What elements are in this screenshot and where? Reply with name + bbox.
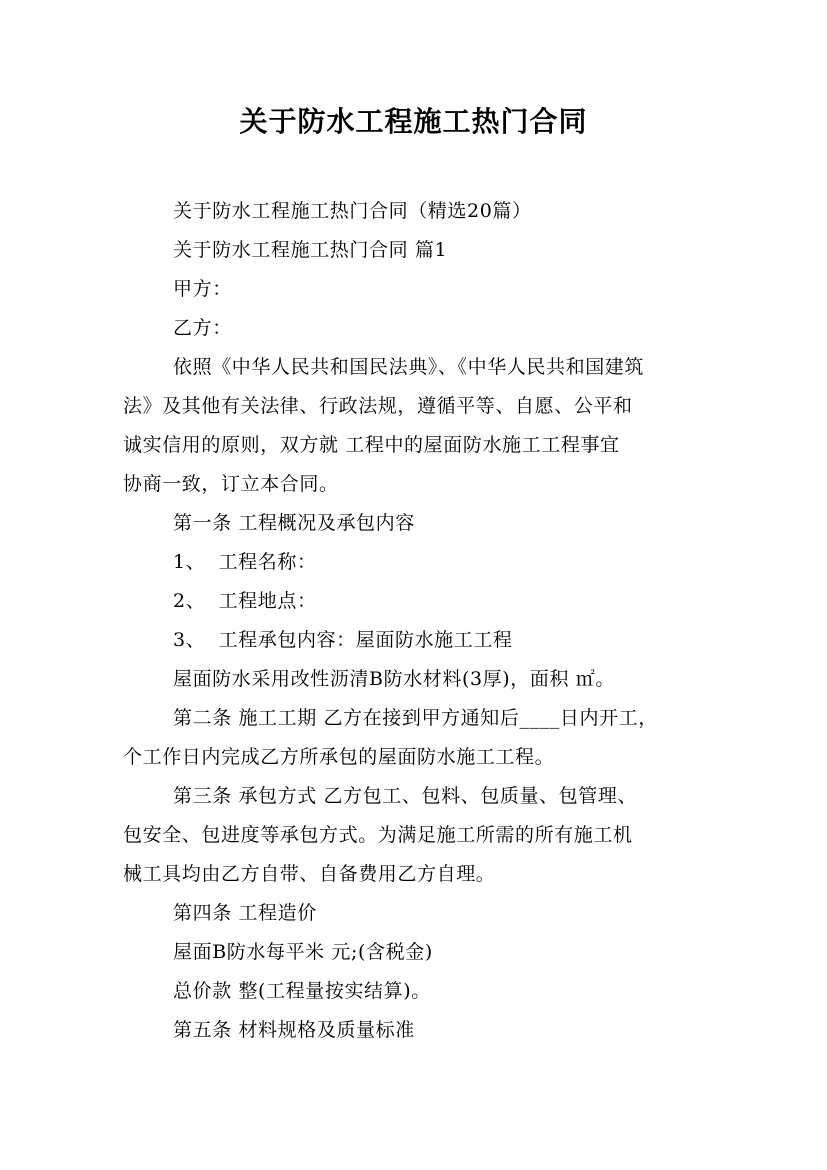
paragraph-line: 法》及其他有关法律、行政法规，遵循平等、自愿、公平和 <box>123 395 633 417</box>
paragraph-line: 3、 工程承包内容：屋面防水施工工程 <box>173 629 513 651</box>
paragraph-line: 总价款 整(工程量按实结算)。 <box>173 980 431 1002</box>
paragraph-line: 甲方： <box>173 278 232 300</box>
document-body <box>123 192 708 1050</box>
paragraph-line: 屋面防水采用改性沥清B防水材料(3厚)，面积 ㎡。 <box>173 668 615 690</box>
paragraph-line: 第五条 材料规格及质量标准 <box>173 1019 415 1041</box>
paragraph-line: 包安全、包进度等承包方式。为满足施工所需的所有施工机 <box>123 824 633 846</box>
paragraph-line: 诚实信用的原则，双方就 工程中的屋面防水施工工程事宜 <box>123 434 620 456</box>
paragraph-line: 屋面B防水每平米 元;(含税金) <box>173 941 433 963</box>
paragraph-line: 械工具均由乙方自带、自备费用乙方自理。 <box>123 863 496 885</box>
paragraph-line: 依照《中华人民共和国民法典》、《中华人民共和国建筑 <box>173 356 645 378</box>
paragraph-line: 协商一致，订立本合同。 <box>123 473 339 495</box>
paragraph-line: 1、 工程名称： <box>173 551 317 573</box>
paragraph-line: 第二条 施工工期 乙方在接到甲方通知后____日内开工， <box>173 707 658 729</box>
paragraph-line: 第一条 工程概况及承包内容 <box>173 512 415 534</box>
document-title: 关于防水工程施工热门合同 <box>239 105 588 138</box>
paragraph-line: 乙方： <box>173 317 232 339</box>
paragraph-line: 2、 工程地点： <box>173 590 317 612</box>
paragraph-line: 个工作日内完成乙方所承包的屋面防水施工工程。 <box>123 746 555 768</box>
paragraph-line: 关于防水工程施工热门合同 篇1 <box>173 239 448 261</box>
paragraph-line: 第四条 工程造价 <box>173 902 317 924</box>
paragraph-line: 关于防水工程施工热门合同（精选20篇） <box>173 200 532 222</box>
paragraph-line: 第三条 承包方式 乙方包工、包料、包质量、包管理、 <box>173 785 638 807</box>
